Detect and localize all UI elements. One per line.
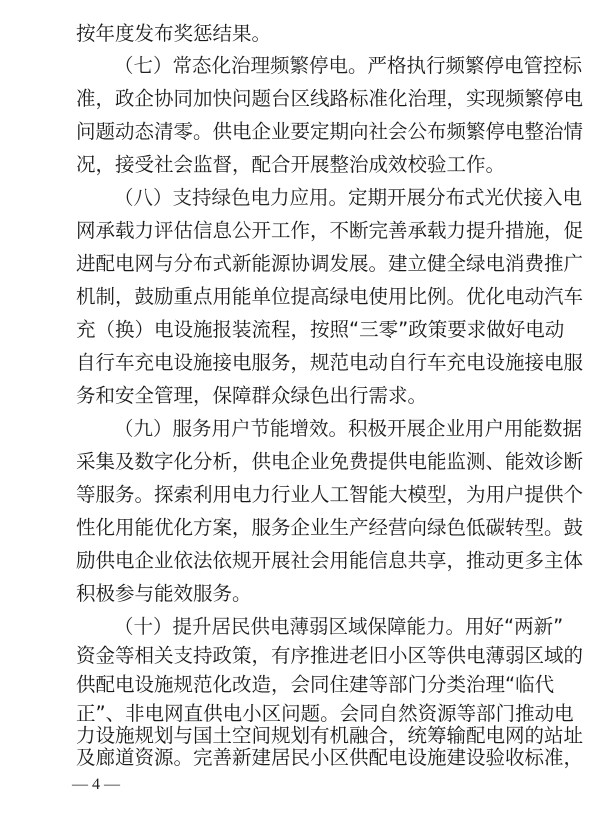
text-line: 按年度发布奖惩结果。 xyxy=(76,22,272,45)
section-line xyxy=(114,50,583,82)
text-span: 严格执行频繁停电管控标 xyxy=(367,54,583,77)
text-line: 自行车充电设施接电服务，规范电动自行车充电设施接电服 xyxy=(76,351,584,374)
section-line xyxy=(114,611,564,643)
text-line: 供配电设施规范化改造，会同住建等部门分类治理“临代 xyxy=(76,673,555,696)
text-line: 力设施规划与国土空间规划有机融合，统筹输配电网的站址 xyxy=(76,724,584,747)
section-line xyxy=(114,413,583,445)
section-line xyxy=(114,182,583,214)
text-span: 积极开展企业用户用能数据 xyxy=(348,417,583,440)
text-line: 正”、非电网直供电小区问题。会同自然资源等部门推动电 xyxy=(76,702,574,725)
section-heading-9: （九）服务用户节能增效。 xyxy=(114,417,349,440)
text-line: 积极参与能效服务。 xyxy=(76,582,252,605)
section-heading-7: （七）常态化治理频繁停电。 xyxy=(114,54,368,77)
text-line: 网承载力评估信息公开工作，不断完善承载力提升措施，促 xyxy=(76,219,584,242)
text-line: 况，接受社会监督，配合开展整治成效校验工作。 xyxy=(76,153,506,176)
text-line: 问题动态清零。供电企业要定期向社会公布频繁停电整治情 xyxy=(76,120,584,143)
text-line: 采集及数字化分析，供电企业免费提供电能监测、能效诊断 xyxy=(76,450,584,473)
page-number: — 4 — xyxy=(72,776,120,793)
text-line: 及廊道资源。完善新建居民小区供配电设施建设验收标准， xyxy=(76,746,584,769)
text-span: 定期开展分布式光伏接入电 xyxy=(348,186,583,209)
text-line: 等服务。探索利用电力行业人工智能大模型，为用户提供个 xyxy=(76,483,584,506)
text-line: 机制，鼓励重点用能单位提高绿电使用比例。优化电动汽车 xyxy=(76,285,584,308)
section-heading-8: （八）支持绿色电力应用。 xyxy=(114,186,349,209)
text-line: 励供电企业依法依规开展社会用能信息共享，推动更多主体 xyxy=(76,549,584,572)
text-line: 务和安全管理，保障群众绿色出行需求。 xyxy=(76,384,428,407)
text-line: 进配电网与分布式新能源协调发展。建立健全绿电消费推广 xyxy=(76,252,584,275)
section-heading-10: （十）提升居民供电薄弱区域保障能力。 xyxy=(114,615,466,638)
text-line: 准，政企协同加快问题台区线路标准化治理，实现频繁停电 xyxy=(76,87,584,110)
text-span: 用好“两新” xyxy=(465,615,564,638)
text-line: 充（换）电设施报装流程，按照“三零”政策要求做好电动 xyxy=(76,318,565,341)
text-line: 性化用能优化方案，服务企业生产经营向绿色低碳转型。鼓 xyxy=(76,516,584,539)
text-line: 资金等相关支持政策，有序推进老旧小区等供电薄弱区域的 xyxy=(76,644,584,667)
